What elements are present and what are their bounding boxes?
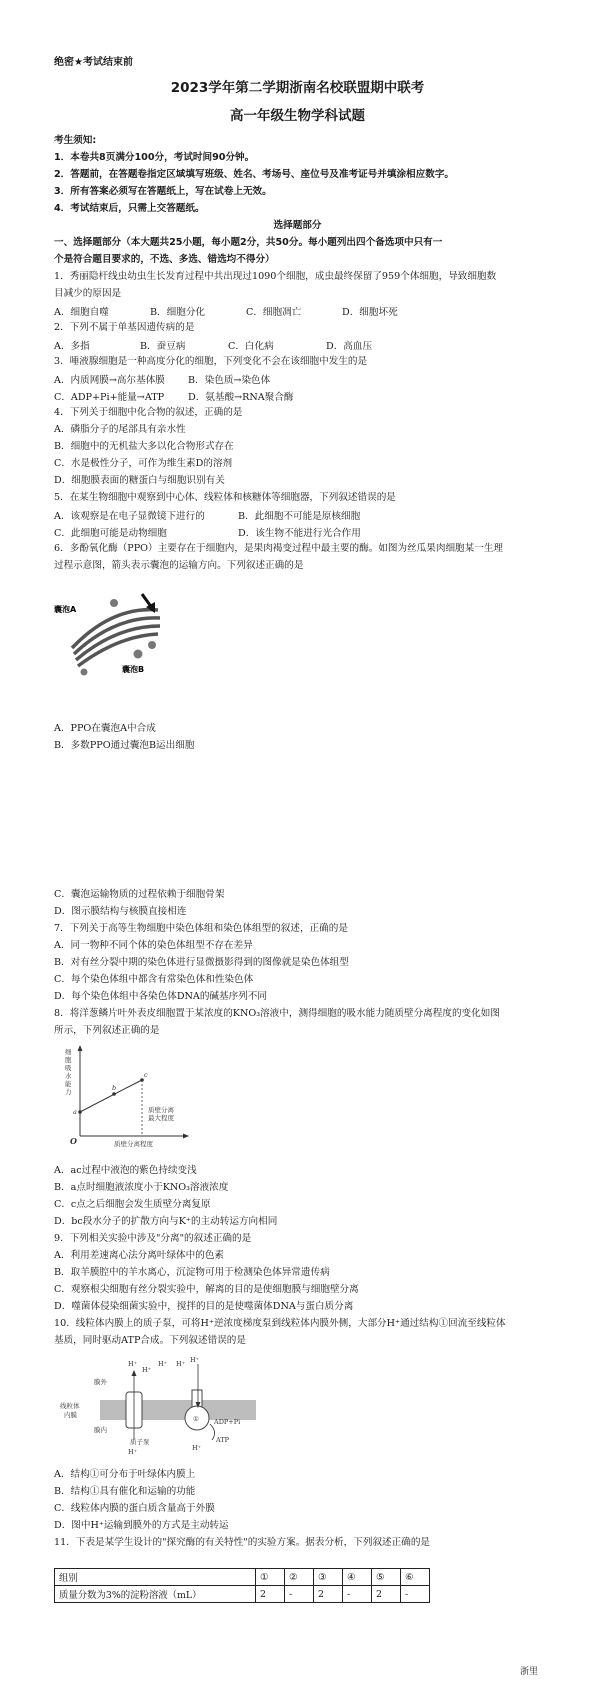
origin-label: O: [70, 1136, 77, 1146]
option: D．噬菌体侵染细菌实验中，搅拌的目的是使噬菌体DNA与蛋白质分离: [54, 1301, 354, 1312]
table-cell: -: [401, 1586, 430, 1603]
table-cell: ①: [256, 1569, 285, 1586]
option: A．细胞自噬: [54, 307, 109, 318]
golgi-figure: [54, 588, 174, 676]
atp-label: ATP: [216, 1436, 230, 1444]
notice-item: 1．本卷共8页满分100分，考试时间90分钟。: [54, 152, 255, 163]
point-b-label: b: [112, 1084, 117, 1092]
question-11-stem: 11．下表是某学生设计的"探究酶的有关特性"的实验方案。据表分析，下列叙述正确的是: [54, 1537, 431, 1548]
adp-arrow-path: [210, 1424, 215, 1440]
exam-title: 2023学年第二学期浙南名校联盟期中联考: [170, 80, 425, 96]
question-8-stem: 所示，下列叙述正确的是: [54, 1025, 160, 1036]
table-cell: 2: [314, 1586, 343, 1603]
x-label: 质壁分离程度: [114, 1140, 153, 1148]
question-6-stem: 6．多酚氧化酶（PPO）主要存在于细胞内，是果肉褐变过程中最主要的酶。如图为丝瓜果肉细胞某一生理: [54, 543, 504, 554]
table-cell: -: [343, 1586, 372, 1603]
question-2-stem: 2．下列不属于单基因遗传病的是: [54, 322, 195, 333]
question-5-stem: 5．在某生物细胞中观察到中心体、线粒体和核糖体等细胞器，下列叙述错误的是: [54, 492, 396, 503]
option: C．白化病: [228, 341, 274, 352]
option: A．利用差速离心法分离叶绿体中的色素: [54, 1250, 225, 1261]
option: C．c点之后细胞会发生质壁分离复原: [54, 1199, 211, 1210]
option: C．此细胞可能是动物细胞: [54, 528, 167, 539]
question-10-stem: 基质，同时驱动ATP合成。下列叙述错误的是: [54, 1335, 246, 1346]
table-cell: 质量分数为3%的淀粉溶液（mL）: [55, 1586, 256, 1603]
mitochondria-membrane-figure: [60, 1354, 260, 1464]
option: D．图中H⁺运输到膜外的方式是主动转运: [54, 1520, 229, 1531]
point-a: [78, 1110, 82, 1114]
option: D．图示膜结构与核膜直接相连: [54, 906, 187, 917]
h-label: H⁺: [192, 1444, 202, 1452]
vesicle-a-label: 囊泡A: [54, 605, 77, 614]
table-cell: ⑤: [372, 1569, 401, 1586]
option: D．氨基酸→RNA聚合酶: [188, 392, 294, 403]
option: C．细胞凋亡: [246, 307, 302, 318]
option: A．ac过程中液泡的紫色持续变浅: [54, 1165, 197, 1176]
membrane-inside-label: 膜内: [94, 1426, 107, 1434]
notice-item: 2．答题前，在答题卷指定区域填写班级、姓名、考场号、座位号及准考证号并填涂相应数字。: [54, 169, 455, 180]
option: C．ADP+Pi+能量→ATP: [54, 392, 165, 403]
question-8-stem: 8．将洋葱鳞片叶外表皮细胞置于某浓度的KNO₃溶液中，测得细胞的吸水能力随质壁分离程度的变化如图: [54, 1008, 500, 1019]
option: D．该生物不能进行光合作用: [238, 528, 361, 539]
question-10-stem: 10．线粒体内膜上的质子泵，可将H⁺逆浓度梯度泵到线粒体内膜外侧，大部分H⁺通过结构①回流至线粒体: [54, 1318, 506, 1329]
h-label: H⁺: [190, 1356, 200, 1364]
absorption-graph: [60, 1044, 190, 1148]
point-a-label: a: [73, 1108, 77, 1116]
y-label: 细: [65, 1048, 72, 1056]
table-cell: 组别: [55, 1569, 256, 1586]
option: C．水是极性分子，可作为维生素D的溶剂: [54, 458, 233, 469]
structure-1-label: ①: [193, 1415, 199, 1423]
vesicle: [110, 599, 118, 607]
section-title: 选择题部分: [273, 220, 322, 231]
option: D．bc段水分子的扩散方向与K⁺的主动转运方向相同: [54, 1216, 278, 1227]
option: C．线粒体内膜的蛋白质含量高于外膜: [54, 1503, 215, 1514]
section-intro: 一、选择题部分（本大题共25小题，每小题2分，共50分。每小题列出四个备选项中只有一: [54, 237, 443, 248]
y-label: 胞: [65, 1056, 72, 1064]
question-7-stem: 7．下列关于高等生物细胞中染色体组和染色体组型的叙述，正确的是: [54, 923, 348, 934]
question-6-stem: 过程示意图，箭头表示囊泡的运输方向。下列叙述正确的是: [54, 560, 304, 571]
notice-heading: 考生须知:: [54, 135, 97, 146]
option: A．同一物种不同个体的染色体组型不存在差异: [54, 940, 253, 951]
h-label: H⁺: [128, 1360, 138, 1368]
option: B．蚕豆病: [140, 341, 186, 352]
h-label: H⁺: [176, 1360, 186, 1368]
table-cell: ③: [314, 1569, 343, 1586]
option: B．结构①具有催化和运输的功能: [54, 1486, 196, 1497]
table-header-row: [55, 1569, 430, 1586]
option: B．染色质→染色体: [188, 375, 271, 386]
vesicle: [134, 650, 143, 659]
y-axis-arrow: [78, 1045, 83, 1051]
notice-item: 4．考试结束后，只需上交答题纸。: [54, 203, 205, 214]
arrowhead: [132, 1370, 137, 1376]
question-3-stem: 3．唾液腺细胞是一种高度分化的细胞，下列变化不会在该细胞中发生的是: [54, 356, 368, 367]
option: C．囊泡运输物质的过程依赖于细胞骨架: [54, 889, 225, 900]
option: B．细胞分化: [150, 307, 206, 318]
secret-label: 绝密★考试结束前: [54, 57, 133, 68]
question-1-stem: 目减少的原因是: [54, 288, 122, 299]
vesicle: [81, 669, 88, 676]
y-label: 吸: [65, 1064, 72, 1072]
proton-pump-label: 质子泵: [130, 1438, 150, 1446]
h-label: H⁺: [158, 1360, 168, 1368]
table-cell: 2: [372, 1586, 401, 1603]
option: D．细胞膜表面的糖蛋白与细胞识别有关: [54, 475, 225, 486]
option: B．多数PPO通过囊泡B运出细胞: [54, 740, 195, 751]
option: A．内质网膜→高尔基体膜: [54, 375, 165, 386]
option: A．PPO在囊泡A中合成: [54, 723, 156, 734]
annotation: 最大程度: [148, 1114, 174, 1122]
option: B．a点时细胞液浓度小于KNO₃溶液浓度: [54, 1182, 229, 1193]
question-1-stem: 1．秀丽隐杆线虫幼虫生长发育过程中共出现过1090个细胞，成虫最终保留了959个体细胞，导致细胞数: [54, 271, 497, 282]
option: C．每个染色体组中都含有常染色体和性染色体: [54, 974, 254, 985]
question-4-stem: 4．下列关于细胞中化合物的叙述，正确的是: [54, 407, 243, 418]
experiment-table: [54, 1568, 430, 1603]
y-label: 能: [65, 1080, 72, 1088]
table-cell: ②: [285, 1569, 314, 1586]
membrane-outside-label: 膜外: [94, 1378, 107, 1386]
y-label: 力: [65, 1088, 72, 1096]
section-intro: 个是符合题目要求的，不选、多选、错选均不得分）: [54, 254, 275, 265]
point-b: [112, 1092, 116, 1096]
h-label: H⁺: [142, 1366, 152, 1374]
adp-label: ADP+Pi: [214, 1418, 241, 1426]
inner-membrane: [100, 1400, 256, 1420]
point-c-label: c: [144, 1071, 148, 1079]
footer-text: 浙里: [520, 1667, 539, 1677]
option: D．高血压: [326, 341, 373, 352]
question-9-stem: 9．下列相关实验中涉及"分离"的叙述正确的是: [54, 1233, 252, 1244]
option: C．观察根尖细胞有丝分裂实验中，解离的目的是使细胞膜与细胞壁分离: [54, 1284, 359, 1295]
vesicle: [148, 641, 156, 649]
notice-item: 3．所有答案必须写在答题纸上，写在试卷上无效。: [54, 186, 272, 197]
curve-ab: [80, 1084, 134, 1112]
table-cell: ⑥: [401, 1569, 430, 1586]
option: B．对有丝分裂中期的染色体进行显微摄影得到的图像就是染色体组型: [54, 957, 349, 968]
option: A．该观察是在电子显微镜下进行的: [54, 511, 205, 522]
option: B．此细胞不可能是原核细胞: [238, 511, 361, 522]
option: B．取羊膜腔中的羊水离心，沉淀物可用于检测染色体异常遗传病: [54, 1267, 330, 1278]
option: B．细胞中的无机盐大多以化合物形式存在: [54, 441, 234, 452]
option: A．磷脂分子的尾部具有亲水性: [54, 424, 186, 435]
table-cell: 2: [256, 1586, 285, 1603]
exam-subtitle: 高一年级生物学科试题: [230, 108, 365, 124]
option: D．细胞坏死: [342, 307, 398, 318]
annotation: 质壁分离: [148, 1106, 174, 1114]
membrane-name: 线粒体: [60, 1402, 80, 1410]
h-label: H⁺: [128, 1448, 138, 1456]
option: A．结构①可分布于叶绿体内膜上: [54, 1469, 196, 1480]
option: D．每个染色体组中各染色体DNA的碱基序列不同: [54, 991, 267, 1002]
table-cell: -: [285, 1586, 314, 1603]
y-label: 水: [65, 1072, 72, 1080]
vesicle-b-label: 囊泡B: [122, 665, 145, 674]
membrane-name: 内膜: [64, 1411, 77, 1419]
x-axis-arrow: [183, 1134, 189, 1139]
option: A．多指: [54, 341, 90, 352]
table-row: [55, 1586, 430, 1603]
table-cell: ④: [343, 1569, 372, 1586]
